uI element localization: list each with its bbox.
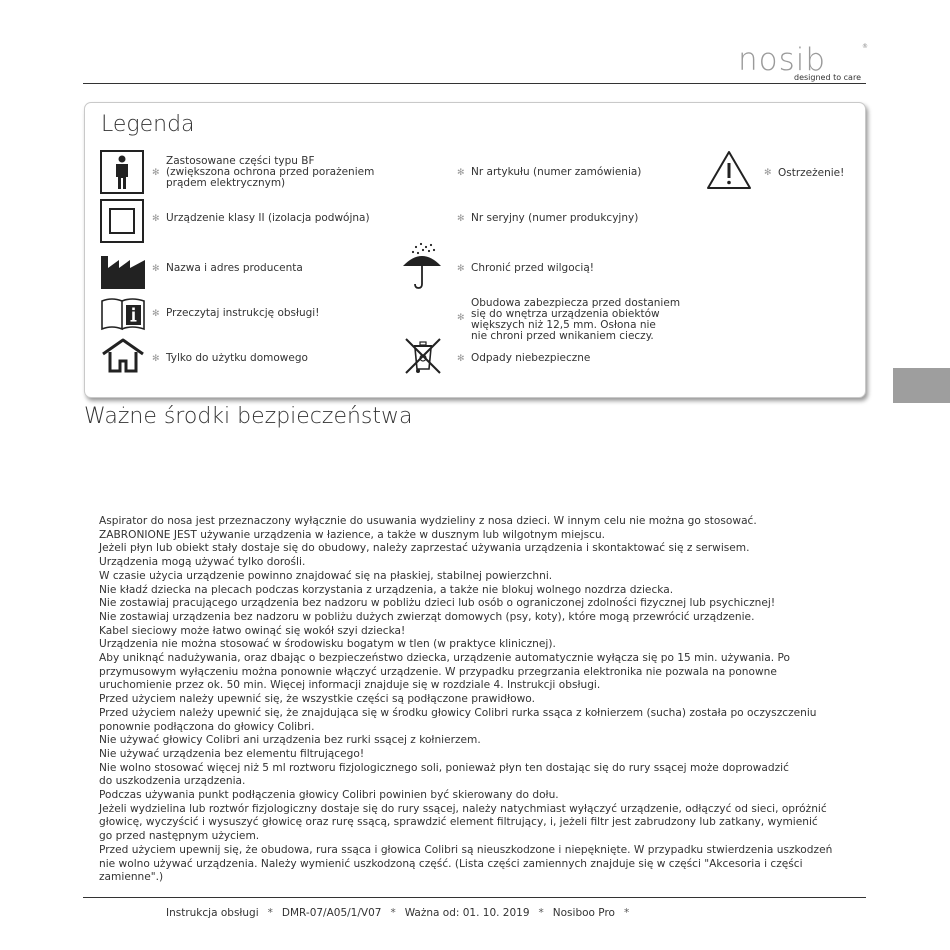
page-footer (166, 907, 638, 919)
body-line: głowicę, wyczyścić i wysuszyć głowicę oraz rurę ssącą, sprawdzić element filtrujący, i, jeżeli filtr jest zabrudzony lub zatkany, wymienić (99, 816, 818, 829)
body-line: Urządzenia nie można stosować w środowisku bogatym w tlen (w praktyce klinicznej). (99, 638, 556, 651)
bf-person-icon (100, 150, 144, 194)
logo-registered-mark: ® (862, 43, 868, 50)
body-line: Nie kładź dziecka na plecach podczas korzystania z urządzenia, a także nie blokuj wolnego nozdrza dziecka. (99, 583, 674, 596)
legend-text-article-no: Nr artykułu (numer zamówienia) (471, 166, 642, 178)
body-line: go przed następnym użyciem. (99, 830, 260, 843)
body-line: Podczas używania punkt podłączenia głowicy Colibri powinien być skierowany do dołu. (99, 789, 559, 802)
body-line: ponownie podłączona do głowicy Colibri. (99, 720, 315, 733)
body-line: Nie używać urządzenia bez elementu filtrującego! (99, 747, 365, 760)
legend-text-serial-no: Nr seryjny (numer produkcyjny) (471, 212, 639, 224)
footer-separator: * (623, 907, 630, 919)
footer-divider (83, 897, 866, 898)
brand-logo (738, 40, 868, 84)
body-line: do uszkodzenia urządzenia. (99, 775, 246, 788)
legend-bullet: ✻ (457, 214, 465, 224)
footer-valid-date: Ważna od: 01. 10. 2019 (404, 907, 530, 919)
body-line: Jeżeli wydzielina lub roztwór fizjologiczny dostaje się do rury ssącej, należy natychmiast wyłączyć urządzenie, odłączyć od sieci, opróżnić (99, 802, 827, 815)
body-line: Kabel sieciowy może łatwo owinąć się wokół szyi dziecka! (99, 624, 406, 637)
legend-text-read-manual: Przeczytaj instrukcję obsługi! (166, 307, 320, 319)
house-icon (100, 337, 146, 373)
legend-bullet: ✻ (764, 168, 772, 178)
body-line: Przed użyciem należy upewnić się, że wszystkie części są podłączone prawidłowo. (99, 693, 535, 706)
body-line: Nie zostawiaj urządzenia bez nadzoru w pobliżu dużych zwierząt domowych (psy, koty), które mogą przewrócić urządzenie. (99, 610, 755, 623)
legend-text-class2: Urządzenie klasy II (izolacja podwójna) (166, 212, 370, 224)
footer-separator: * (267, 907, 273, 919)
legend-bullet: ✻ (457, 264, 465, 274)
footer-separator: * (538, 907, 544, 919)
logo-wordmark: nosib (738, 42, 827, 78)
body-line: Przed użyciem upewnij się, że obudowa, rura ssąca i głowica Colibri są nieuszkodzone i niepęknięte. W przypadku stwierdzenia uszkodzeń (99, 843, 833, 856)
body-line: Aby uniknąć nadużywania, oraz dbając o bezpieczeństwo dziecka, urządzenie automatycznie wyłącza się po 15 min. używania. Po (99, 652, 790, 665)
legend-bullet: ✻ (152, 354, 160, 364)
body-line: Urządzenia mogą używać tylko dorośli. (99, 556, 306, 569)
manual-info-icon (100, 297, 146, 331)
body-line: Nie używać głowicy Colibri ani urządzenia bez rurki ssącej z kołnierzem. (99, 734, 481, 747)
legend-title: Legenda (101, 112, 195, 137)
body-line: Jeżeli płyn lub obiekt stały dostaje się do obudowy, należy zaprzestać używania urządzenia i skontaktować się z serwisem. (99, 542, 750, 555)
footer-code: DMR-07/A05/1/V07 (281, 907, 382, 919)
body-line: zamienne".) (99, 871, 164, 884)
body-line: uruchomienie przez ok. 50 min. Więcej informacji znajduje się w rozdziale 4. Instrukcji obsługi. (99, 679, 601, 692)
legend-text-waste: Odpady niebezpieczne (471, 352, 591, 364)
legend-bullet: ✻ (152, 214, 160, 224)
header-divider (83, 83, 866, 84)
legend-text-warning: Ostrzeżenie! (778, 167, 845, 179)
chapter-side-tab (893, 368, 950, 403)
body-line: nie wolno używać urządzenia. Należy wymienić uszkodzoną część. (Lista części zamiennych znajduje się w części "Akcesoria i części (99, 857, 803, 870)
legend-text-home-use: Tylko do użytku domowego (166, 352, 308, 364)
logo-tagline: designed to care (794, 73, 861, 82)
legend-text-bf-part: Zastosowane części typu BF (zwiększona ochrona przed porażeniem prądem elektrycznym) (166, 155, 375, 189)
legend-bullet: ✻ (457, 313, 465, 323)
body-line: W czasie użycia urządzenie powinno znajdować się na płaskiej, stabilnej powierzchni. (99, 569, 553, 582)
body-line: ZABRONIONE JEST używanie urządzenia w łazience, a także w dusznym lub wilgotnym miejscu. (99, 528, 606, 541)
legend-bullet: ✻ (152, 309, 160, 319)
legend-bullet: ✻ (457, 354, 465, 364)
legend-bullet: ✻ (152, 168, 160, 178)
body-line: przymusowym wyłączeniu można ponownie włączyć urządzenie. W przypadku przegrzania elektronika nie pozwala na ponowne (99, 665, 777, 678)
crossed-bin-icon (403, 336, 443, 376)
legend-text-ip-rating: Obudowa zabezpiecza przed dostaniem się do wnętrza urządzenia obiektów większych niż 12,5 mm. Osłona nie nie chroni przed wnikaniem cieczy. (471, 297, 681, 342)
footer-product: Nosiboo Pro (552, 907, 615, 919)
class-ii-icon (100, 199, 144, 243)
safety-instructions-text (99, 515, 869, 885)
legend-text-moisture: Chronić przed wilgocią! (471, 262, 594, 274)
umbrella-icon (402, 242, 442, 290)
factory-icon (100, 252, 146, 290)
section-heading: Ważne środki bezpieczeństwa (84, 404, 413, 429)
legend-bullet: ✻ (152, 264, 160, 274)
body-line: Przed użyciem należy upewnić się, że znajdująca się w środku głowicy Colibri rurka ssąca z kołnierzem (sucha) została po oczyszczeniu (99, 706, 817, 719)
warning-triangle-icon (706, 150, 752, 190)
footer-separator: * (390, 907, 396, 919)
legend-text-manufacturer: Nazwa i adres producenta (166, 262, 303, 274)
legend-bullet: ✻ (457, 168, 465, 178)
footer-manual: Instrukcja obsługi (166, 907, 259, 919)
body-line: Nie wolno stosować więcej niż 5 ml roztworu fizjologicznego soli, ponieważ płyn ten dostając się do rury ssącej może doprowadzić (99, 761, 789, 774)
body-line: Nie zostawiaj pracującego urządzenia bez nadzoru w pobliżu dzieci lub osób o ograniczonej zdolności fizycznej lub psychicznej! (99, 597, 776, 610)
body-line: Aspirator do nosa jest przeznaczony wyłącznie do usuwania wydzieliny z nosa dzieci. W innym celu nie można go stosować. (99, 515, 757, 527)
